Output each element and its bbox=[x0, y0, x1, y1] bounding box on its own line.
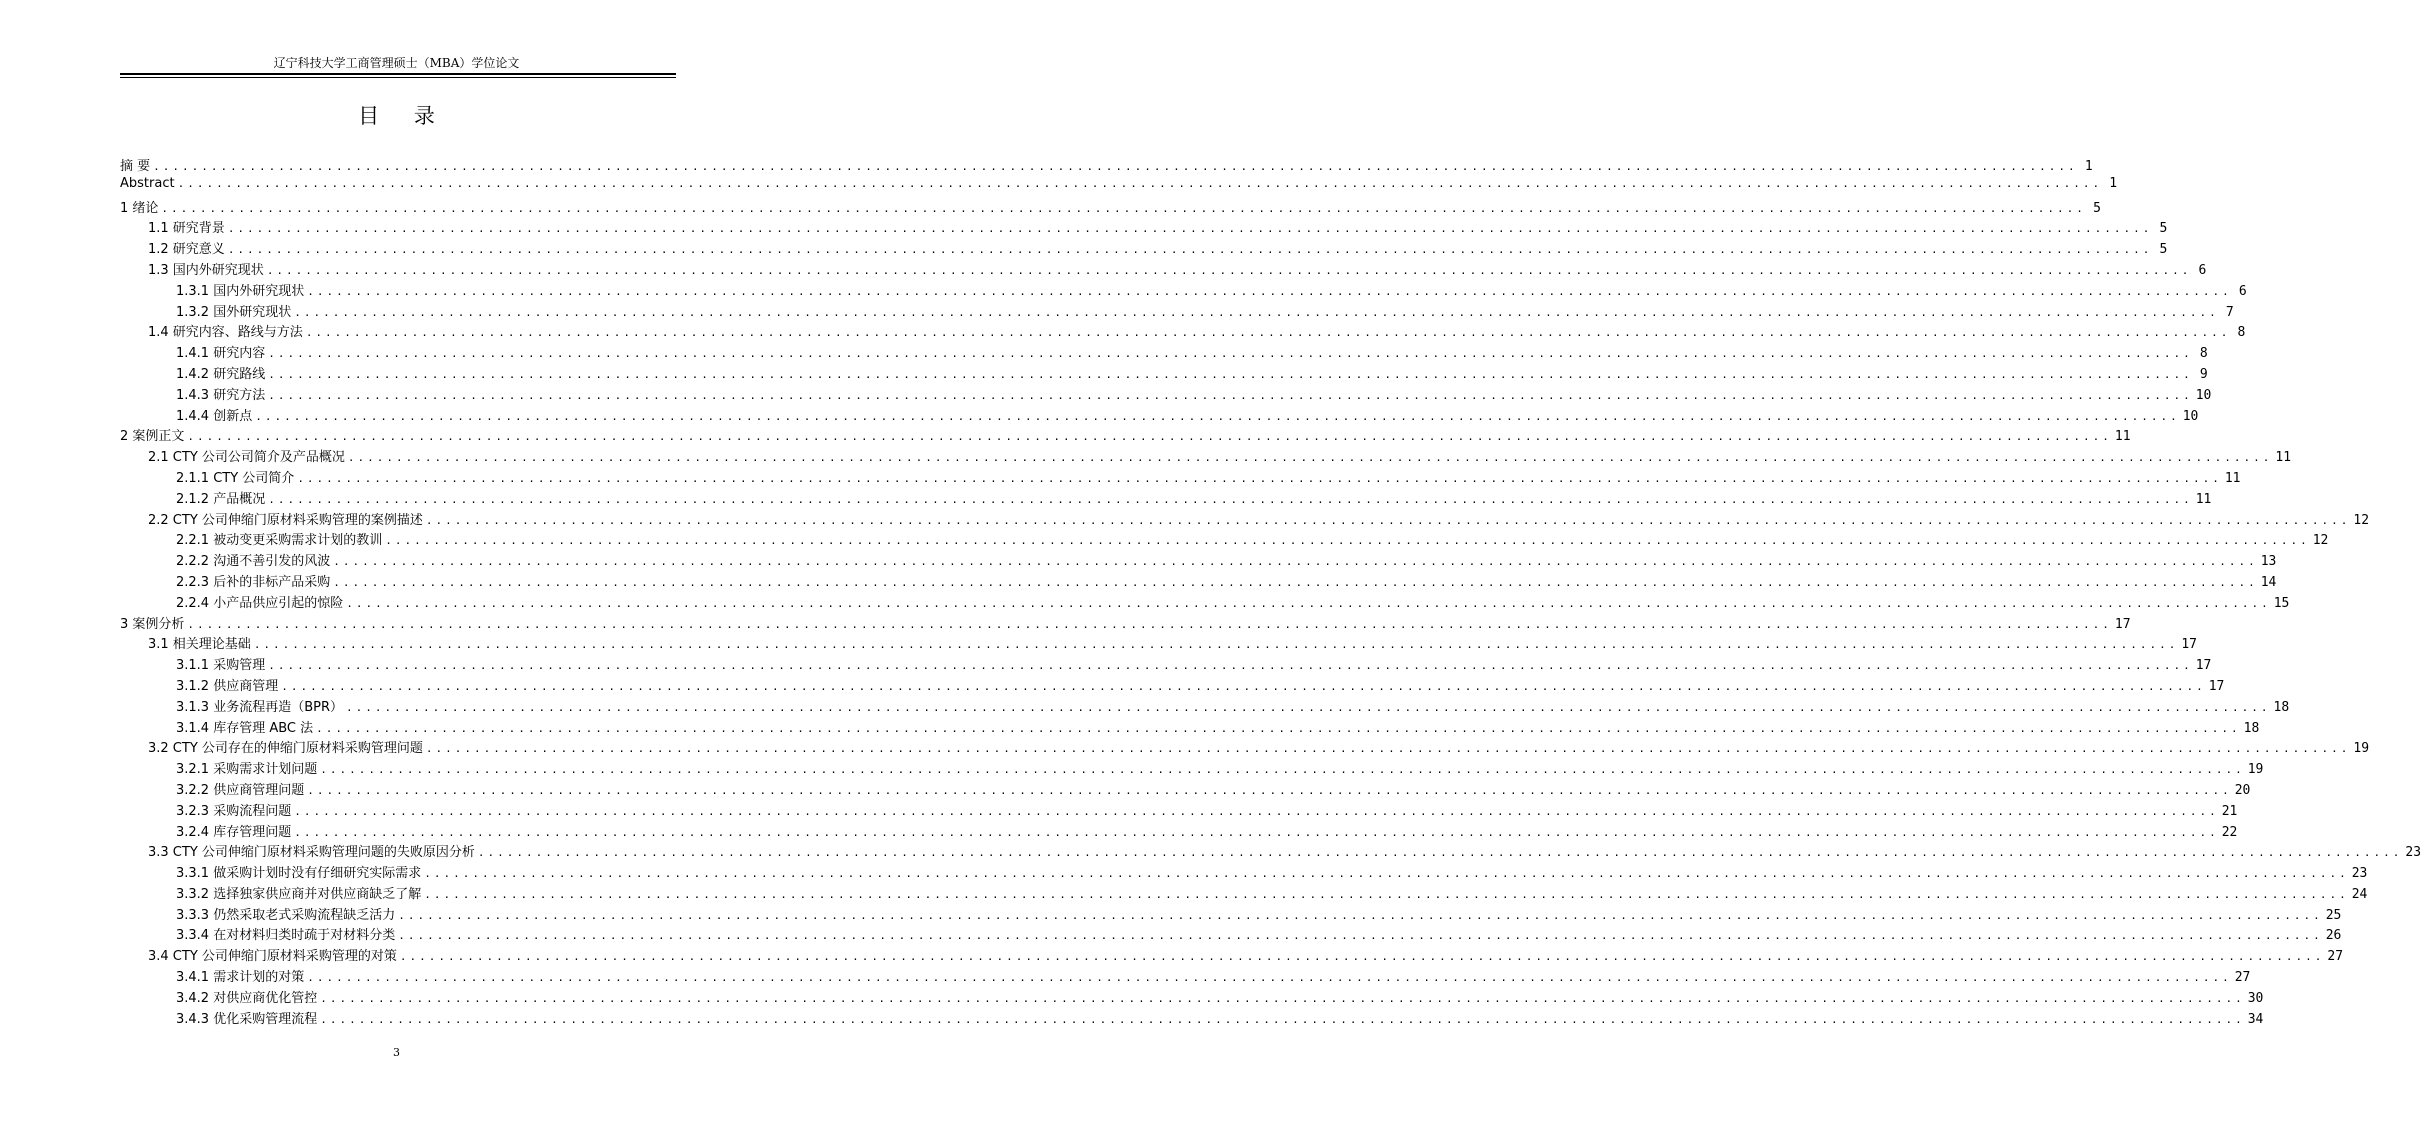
toc-dot-leader: ........................................................................................................................................................................................................ bbox=[347, 451, 2273, 465]
header-rule-thick bbox=[120, 73, 676, 75]
toc-entry-label: 3.2.2 供应商管理问题 bbox=[176, 782, 305, 798]
toc-entry-label: 3.4 CTY 公司伸缩门原材料采购管理的对策 bbox=[148, 949, 397, 965]
toc-entry[interactable] bbox=[120, 175, 2118, 197]
toc-entry[interactable] bbox=[120, 779, 2251, 800]
toc-entry-label: 3.3.4 在对材料归类时疏于对材料分类 bbox=[176, 928, 396, 944]
toc-dot-leader: ........................................................................................................................................................................................................ bbox=[187, 617, 2112, 631]
toc-dot-leader: ........................................................................................................................................................................................................ bbox=[268, 659, 2193, 673]
toc-dot-leader: ........................................................................................................................................................................................................ bbox=[424, 887, 2349, 901]
toc-entry-page: 18 bbox=[2243, 720, 2260, 736]
toc-entry-page: 1 bbox=[2109, 175, 2118, 191]
toc-dot-leader: ........................................................................................................................................................................................................ bbox=[294, 825, 2219, 839]
toc-entry[interactable] bbox=[120, 821, 2238, 842]
page-title: 目 录 bbox=[358, 104, 449, 128]
toc-entry-page: 26 bbox=[2325, 928, 2342, 944]
toc-entry-label: 2.1 CTY 公司公司简介及产品概况 bbox=[148, 450, 345, 466]
toc-entry-page: 5 bbox=[2159, 221, 2168, 237]
toc-entry-page: 11 bbox=[2224, 470, 2241, 486]
toc-dot-leader: ........................................................................................................................................................................................................ bbox=[294, 305, 2219, 319]
toc-entry-label: 3.4.3 优化采购管理流程 bbox=[176, 1011, 318, 1027]
toc-entry-page: 13 bbox=[2260, 554, 2277, 570]
toc-entry[interactable] bbox=[120, 301, 2234, 322]
toc-entry-page: 17 bbox=[2195, 658, 2212, 674]
toc-dot-leader: ........................................................................................................................................................................................................ bbox=[346, 596, 2271, 610]
toc-entry-label: 3.3.2 选择独家供应商并对供应商缺乏了解 bbox=[176, 886, 422, 902]
toc-entry-label: 3 案例分析 bbox=[120, 616, 185, 632]
toc-entry-label: 3.3.1 做采购计划时没有仔细研究实际需求 bbox=[176, 866, 422, 882]
toc-entry[interactable] bbox=[120, 446, 2292, 467]
toc-entry-label: 摘 要 bbox=[120, 159, 151, 174]
toc-entry[interactable] bbox=[120, 238, 2168, 259]
toc-entry-page: 5 bbox=[2159, 242, 2168, 258]
toc-entry-label: 1.4 研究内容、路线与方法 bbox=[148, 325, 303, 341]
toc-entry-page: 27 bbox=[2234, 970, 2251, 986]
toc-dot-leader: ........................................................................................................................................................................................................ bbox=[305, 326, 2231, 340]
toc-entry[interactable] bbox=[120, 342, 2208, 363]
toc-dot-leader: ........................................................................................................................................................................................................ bbox=[320, 763, 2245, 777]
toc-entry[interactable] bbox=[120, 571, 2277, 592]
toc-entry[interactable] bbox=[120, 862, 2368, 883]
toc-entry-label: 2.2 CTY 公司伸缩门原材料采购管理的案例描述 bbox=[148, 512, 423, 528]
toc-entry[interactable] bbox=[120, 405, 2199, 426]
toc-entry-label: 3.3.3 仍然采取老式采购流程缺乏活力 bbox=[176, 907, 396, 923]
toc-entry-label: 2.1.2 产品概况 bbox=[176, 491, 266, 507]
toc-dot-leader: ........................................................................................................................................................................................................ bbox=[281, 679, 2206, 693]
toc-entry-page: 27 bbox=[2327, 949, 2344, 965]
toc-entry-page: 23 bbox=[2405, 845, 2421, 861]
toc-entry-page: 10 bbox=[2182, 408, 2199, 424]
toc-entry-label: 3.4.1 需求计划的对策 bbox=[176, 970, 305, 986]
toc-dot-leader: ........................................................................................................................................................................................................ bbox=[268, 388, 2193, 402]
toc-entry-page: 6 bbox=[2198, 262, 2207, 278]
toc-entry-page: 6 bbox=[2238, 283, 2247, 299]
toc-entry[interactable] bbox=[120, 904, 2342, 925]
toc-entry-label: 1.2 研究意义 bbox=[148, 242, 225, 258]
toc-dot-leader: ........................................................................................................................................................................................................ bbox=[227, 222, 2153, 236]
toc-dot-leader: ........................................................................................................................................................................................................ bbox=[297, 471, 2222, 485]
toc-entry-page: 7 bbox=[2225, 304, 2234, 320]
toc-entry-page: 30 bbox=[2247, 990, 2264, 1006]
toc-entry[interactable] bbox=[120, 197, 2101, 218]
toc-entry[interactable] bbox=[120, 654, 2212, 675]
toc-entry-label: 1.4.3 研究方法 bbox=[176, 387, 266, 403]
toc-dot-leader: ........................................................................................................................................................................................................ bbox=[307, 783, 2232, 797]
toc-entry-page: 15 bbox=[2273, 595, 2290, 611]
toc-dot-leader: ........................................................................................................................................................................................................ bbox=[398, 908, 2323, 922]
toc-entry[interactable] bbox=[120, 924, 2342, 945]
toc-dot-leader: ........................................................................................................................................................................................................ bbox=[187, 430, 2112, 444]
toc-entry[interactable] bbox=[120, 529, 2329, 550]
toc-entry-label: 1 绪论 bbox=[120, 200, 159, 216]
toc-entry-page: 21 bbox=[2221, 803, 2238, 819]
toc-entry-page: 1 bbox=[2084, 159, 2093, 174]
toc-entry-page: 5 bbox=[2093, 200, 2101, 216]
toc-entry-page: 14 bbox=[2260, 574, 2277, 590]
toc-entry[interactable] bbox=[120, 488, 2212, 509]
toc-entry-label: 3.1.2 供应商管理 bbox=[176, 678, 279, 694]
toc-entry-label: 1.4.4 创新点 bbox=[176, 408, 253, 424]
toc-entry-page: 22 bbox=[2221, 824, 2238, 840]
toc-entry-page: 20 bbox=[2234, 782, 2251, 798]
toc-dot-leader: ........................................................................................................................................................................................................ bbox=[425, 742, 2351, 756]
toc-entry-page: 34 bbox=[2247, 1011, 2264, 1027]
toc-entry[interactable] bbox=[120, 613, 2131, 634]
toc-entry-page: 12 bbox=[2312, 533, 2329, 549]
toc-entry-label: 3.1 相关理论基础 bbox=[148, 637, 251, 653]
toc-entry[interactable] bbox=[120, 155, 2093, 176]
toc-entry-label: 1.3.1 国内外研究现状 bbox=[176, 283, 305, 299]
toc-entry-label: 2.2.1 被动变更采购需求计划的教训 bbox=[176, 533, 383, 549]
toc-entry[interactable] bbox=[120, 280, 2247, 301]
toc-entry[interactable] bbox=[120, 550, 2277, 571]
toc-entry-page: 8 bbox=[2237, 325, 2246, 341]
toc-entry[interactable] bbox=[120, 675, 2225, 696]
toc-entry[interactable] bbox=[120, 1008, 2264, 1029]
toc-dot-leader: ........................................................................................................................................................................................................ bbox=[268, 367, 2193, 381]
toc-dot-leader: ........................................................................................................................................................................................................ bbox=[399, 950, 2325, 964]
toc-entry[interactable] bbox=[120, 966, 2251, 987]
toc-entry-page: 11 bbox=[2195, 491, 2212, 507]
toc-dot-leader: ........................................................................................................................................................................................................ bbox=[307, 971, 2232, 985]
toc-entry-label: 1.4.1 研究内容 bbox=[176, 346, 266, 362]
toc-entry[interactable] bbox=[120, 509, 2370, 530]
toc-dot-leader: ........................................................................................................................................................................................................ bbox=[316, 721, 2241, 735]
toc-entry-page: 23 bbox=[2351, 866, 2368, 882]
table-of-contents bbox=[120, 155, 2421, 1028]
toc-entry-page: 17 bbox=[2114, 616, 2131, 632]
toc-dot-leader: ........................................................................................................................................................................................................ bbox=[266, 263, 2192, 277]
toc-dot-leader: ........................................................................................................................................................................................................ bbox=[320, 991, 2245, 1005]
toc-dot-leader: ........................................................................................................................................................................................................ bbox=[255, 409, 2180, 423]
toc-dot-leader: ........................................................................................................................................................................................................ bbox=[320, 1012, 2245, 1026]
toc-entry[interactable] bbox=[120, 363, 2208, 384]
toc-entry-page: 10 bbox=[2195, 387, 2212, 403]
toc-entry[interactable] bbox=[120, 696, 2290, 717]
toc-entry-page: 19 bbox=[2247, 762, 2264, 778]
toc-entry-label: 3.2 CTY 公司存在的伸缩门原材料采购管理问题 bbox=[148, 741, 423, 757]
toc-entry[interactable] bbox=[120, 758, 2264, 779]
toc-entry-label: 3.3 CTY 公司伸缩门原材料采购管理问题的失败原因分析 bbox=[148, 845, 475, 861]
toc-entry-label: 3.1.4 库存管理 ABC 法 bbox=[176, 720, 314, 736]
toc-dot-leader: ........................................................................................................................................................................................................ bbox=[153, 160, 2078, 173]
toc-entry[interactable] bbox=[120, 384, 2212, 405]
toc-entry-label: 3.2.3 采购流程问题 bbox=[176, 803, 292, 819]
toc-dot-leader: ........................................................................................................................................................................................................ bbox=[268, 492, 2193, 506]
toc-dot-leader: ........................................................................................................................................................................................................ bbox=[177, 176, 2103, 190]
toc-entry-label: 3.2.1 采购需求计划问题 bbox=[176, 762, 318, 778]
toc-dot-leader: ........................................................................................................................................................................................................ bbox=[425, 513, 2351, 527]
toc-entry-label: 2.2.2 沟通不善引发的风波 bbox=[176, 554, 331, 570]
toc-entry[interactable] bbox=[120, 717, 2260, 738]
toc-dot-leader: ........................................................................................................................................................................................................ bbox=[227, 243, 2153, 257]
toc-dot-leader: ........................................................................................................................................................................................................ bbox=[294, 804, 2219, 818]
toc-entry[interactable] bbox=[120, 633, 2197, 654]
toc-entry-label: Abstract bbox=[120, 175, 175, 191]
toc-entry-page: 8 bbox=[2199, 346, 2208, 362]
toc-dot-leader: ........................................................................................................................................................................................................ bbox=[385, 534, 2310, 548]
page-header: 辽宁科技大学工商管理硕士（MBA）学位论文 bbox=[273, 56, 520, 70]
toc-dot-leader: ........................................................................................................................................................................................................ bbox=[333, 555, 2258, 569]
toc-entry-label: 1.3.2 国外研究现状 bbox=[176, 304, 292, 320]
page-number: 3 bbox=[393, 1046, 400, 1059]
toc-entry[interactable] bbox=[120, 259, 2207, 280]
toc-entry-page: 11 bbox=[2114, 429, 2131, 445]
toc-entry-page: 18 bbox=[2273, 699, 2290, 715]
toc-entry-page: 24 bbox=[2351, 886, 2368, 902]
toc-entry-page: 11 bbox=[2275, 450, 2292, 466]
toc-entry-page: 25 bbox=[2325, 907, 2342, 923]
toc-entry-label: 3.4.2 对供应商优化管控 bbox=[176, 990, 318, 1006]
toc-entry-label: 2 案例正文 bbox=[120, 429, 185, 445]
toc-entry-page: 19 bbox=[2353, 741, 2370, 757]
toc-entry[interactable] bbox=[120, 425, 2131, 446]
toc-entry-label: 2.1.1 CTY 公司简介 bbox=[176, 470, 295, 486]
toc-entry[interactable] bbox=[120, 945, 2344, 966]
toc-entry[interactable] bbox=[120, 987, 2264, 1008]
toc-entry-label: 2.2.4 小产品供应引起的惊险 bbox=[176, 595, 344, 611]
toc-entry[interactable] bbox=[120, 800, 2238, 821]
toc-entry-label: 3.1.3 业务流程再造（BPR） bbox=[176, 699, 344, 715]
toc-entry[interactable] bbox=[120, 592, 2290, 613]
toc-entry[interactable] bbox=[120, 841, 2421, 862]
toc-dot-leader: ........................................................................................................................................................................................................ bbox=[398, 929, 2323, 943]
toc-entry[interactable] bbox=[120, 883, 2368, 904]
toc-entry-label: 3.2.4 库存管理问题 bbox=[176, 824, 292, 840]
toc-dot-leader: ........................................................................................................................................................................................................ bbox=[268, 347, 2193, 361]
toc-entry-page: 12 bbox=[2353, 512, 2370, 528]
toc-entry[interactable] bbox=[120, 467, 2241, 488]
toc-dot-leader: ........................................................................................................................................................................................................ bbox=[346, 700, 2271, 714]
toc-entry-page: 17 bbox=[2181, 637, 2197, 653]
toc-dot-leader: ........................................................................................................................................................................................................ bbox=[253, 638, 2179, 652]
toc-entry-label: 1.1 研究背景 bbox=[148, 221, 225, 237]
toc-entry-page: 9 bbox=[2199, 366, 2208, 382]
toc-entry[interactable] bbox=[120, 737, 2370, 758]
toc-entry-label: 1.3 国内外研究现状 bbox=[148, 262, 264, 278]
toc-dot-leader: ........................................................................................................................................................................................................ bbox=[307, 284, 2232, 298]
header-rule-thin bbox=[120, 77, 676, 78]
toc-dot-leader: ........................................................................................................................................................................................................ bbox=[424, 867, 2349, 881]
toc-entry-label: 1.4.2 研究路线 bbox=[176, 366, 266, 382]
toc-entry-label: 2.2.3 后补的非标产品采购 bbox=[176, 574, 331, 590]
toc-entry-page: 17 bbox=[2208, 678, 2225, 694]
toc-dot-leader: ........................................................................................................................................................................................................ bbox=[477, 846, 2403, 860]
toc-entry-label: 3.1.1 采购管理 bbox=[176, 658, 266, 674]
toc-dot-leader: ........................................................................................................................................................................................................ bbox=[161, 201, 2086, 215]
toc-entry[interactable] bbox=[120, 217, 2168, 238]
toc-dot-leader: ........................................................................................................................................................................................................ bbox=[333, 575, 2258, 589]
toc-entry[interactable] bbox=[120, 321, 2246, 342]
